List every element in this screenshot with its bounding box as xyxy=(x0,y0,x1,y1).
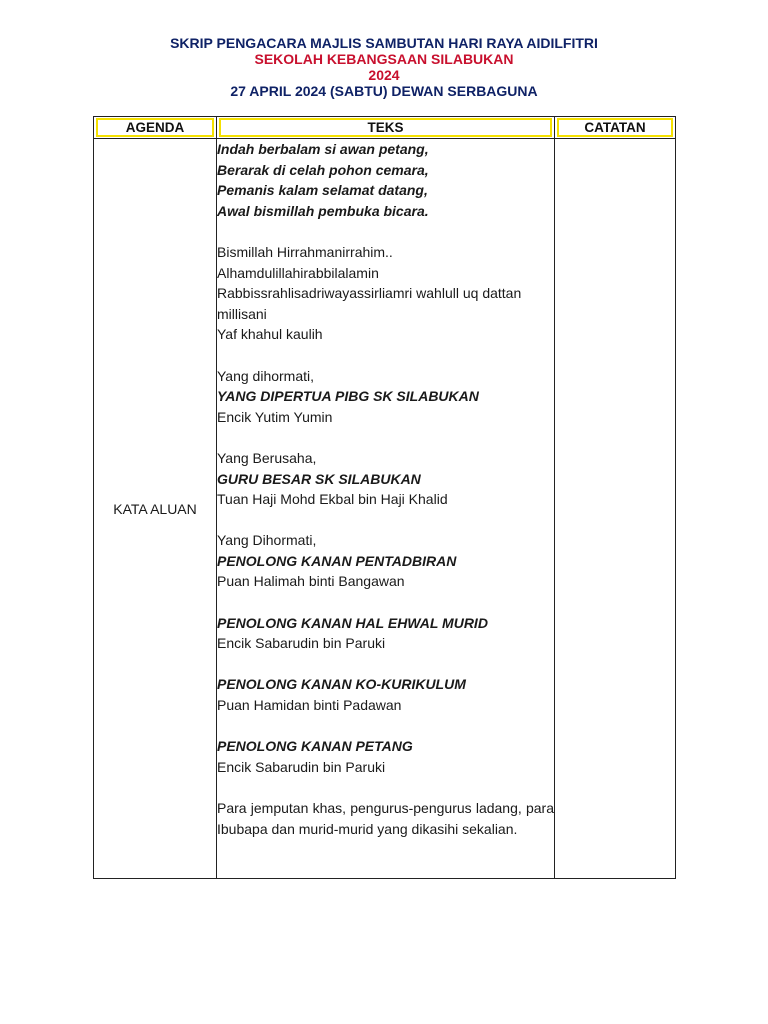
text-cell xyxy=(217,139,555,879)
date-venue: 27 APRIL 2024 (SABTU) DEWAN SERBAGUNA xyxy=(230,83,538,99)
column-header-agenda: AGENDA xyxy=(94,117,217,139)
school-name: SEKOLAH KEBANGSAAN SILABUKAN xyxy=(254,51,514,67)
greeting-title: GURU BESAR SK SILABUKAN xyxy=(217,470,421,487)
opening-line: Rabbissrahlisadriwayassirliamri wahlull uq dattan millisani xyxy=(217,285,522,322)
pantun-line: Awal bismillah pembuka bicara. xyxy=(217,202,429,219)
greeting-salutation: Yang dihormati, xyxy=(217,367,315,384)
greeting-title: YANG DIPERTUA PIBG SK SILABUKAN xyxy=(217,388,479,405)
script-table xyxy=(93,116,676,879)
greeting-name: Puan Halimah binti Bangawan xyxy=(217,573,405,590)
document-header xyxy=(0,35,768,99)
closing-paragraph: Para jemputan khas, pengurus-pengurus ladang, para Ibubapa dan murid-murid yang dikasihi sekalian. xyxy=(217,800,554,837)
pantun-line: Indah berbalam si awan petang, xyxy=(217,141,429,157)
greeting-title: PENOLONG KANAN KO-KURIKULUM xyxy=(217,676,466,693)
opening-line: Alhamdulillahirabbilalamin xyxy=(217,264,379,281)
greeting-title: PENOLONG KANAN HAL EHWAL MURID xyxy=(217,614,488,631)
catatan-cell xyxy=(555,139,676,879)
opening-line: Bismillah Hirrahmanirrahim.. xyxy=(217,243,393,260)
greeting-name: Encik Sabarudin bin Paruki xyxy=(217,635,386,652)
greeting-salutation: Yang Dihormati, xyxy=(217,532,317,549)
column-header-catatan: CATATAN xyxy=(555,117,676,139)
greeting-salutation: Yang Berusaha, xyxy=(217,449,317,466)
greeting-name: Encik Yutim Yumin xyxy=(217,408,333,425)
pantun-line: Berarak di celah pohon cemara, xyxy=(217,161,429,178)
greeting-name: Puan Hamidan binti Padawan xyxy=(217,697,402,714)
table-row xyxy=(94,139,676,879)
greeting-name: Tuan Haji Mohd Ekbal bin Haji Khalid xyxy=(217,491,448,508)
opening-line: Yaf khahul kaulih xyxy=(217,326,323,343)
column-header-teks: TEKS xyxy=(217,117,555,139)
year: 2024 xyxy=(368,67,400,83)
title-line: SKRIP PENGACARA MAJLIS SAMBUTAN HARI RAYA AIDILFITRI xyxy=(170,35,598,51)
greeting-title: PENOLONG KANAN PENTADBIRAN xyxy=(217,552,457,569)
agenda-cell: KATA ALUAN xyxy=(94,139,217,879)
greeting-title: PENOLONG KANAN PETANG xyxy=(217,738,413,755)
table-header-row xyxy=(94,117,676,139)
greeting-name: Encik Sabarudin bin Paruki xyxy=(217,758,386,775)
pantun-line: Pemanis kalam selamat datang, xyxy=(217,182,428,199)
